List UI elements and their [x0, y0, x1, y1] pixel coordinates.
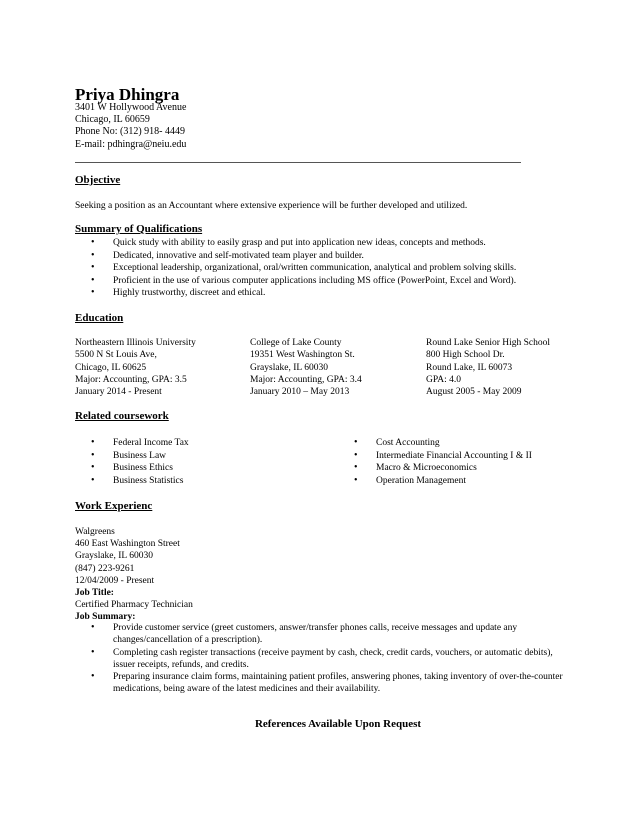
- list-item: • Provide customer service (greet customers, answer/transfer phones calls, receive messages and update any changes/cancellation of a prescription).: [75, 622, 565, 647]
- school-name: Northeastern Illinois University: [75, 338, 196, 348]
- list-item: • Proficient in the use of various computer applications including MS office (PowerPoint, Excel and Word).: [75, 275, 565, 288]
- coursework-heading: Related coursework: [75, 410, 169, 422]
- list-item: • Cost Accounting: [338, 437, 565, 450]
- employer-phone: (847) 223-9261: [75, 563, 135, 574]
- qualifications-heading: Summary of Qualifications: [75, 223, 203, 235]
- education-school-1: [75, 337, 196, 398]
- coursework-list-right: [338, 437, 565, 487]
- coursework-list-left: [75, 437, 325, 487]
- job-summary-label: Job Summary:: [75, 612, 136, 623]
- school-dates: January 2010 – May 2013: [250, 387, 350, 398]
- school-city: Chicago, IL 60625: [75, 362, 147, 373]
- school-address: 800 High School Dr.: [426, 350, 505, 361]
- list-item: • Business Statistics: [75, 475, 325, 488]
- list-item: • Completing cash register transactions (receive payment by cash, check, credit cards, vouchers, or automatic debits), issuer receipts, refunds, and credits.: [75, 647, 565, 672]
- list-item: • Intermediate Financial Accounting I & II: [338, 450, 565, 463]
- list-item: • Operation Management: [338, 475, 565, 488]
- list-item: • Quick study with ability to easily grasp and put into application new ideas, concepts and methods.: [75, 237, 565, 250]
- school-city: Round Lake, IL 60073: [426, 362, 513, 373]
- education-school-3: [426, 337, 550, 398]
- employer-city: Grayslake, IL 60030: [75, 551, 153, 562]
- education-heading: Education: [75, 312, 124, 324]
- school-detail: GPA: 4.0: [426, 374, 462, 385]
- objective-heading: Objective: [75, 174, 121, 186]
- list-item: • Macro & Microeconomics: [338, 462, 565, 475]
- employer-name: Walgreens: [75, 527, 115, 537]
- school-name: College of Lake County: [250, 338, 342, 348]
- list-item: • Dedicated, innovative and self-motivated team player and builder.: [75, 250, 565, 263]
- list-item: • Business Law: [75, 450, 325, 463]
- header-divider: [75, 162, 521, 163]
- list-item: • Exceptional leadership, organizational, oral/written communication, analytical and problem solving skills.: [75, 262, 565, 275]
- school-address: 5500 N St Louis Ave,: [75, 350, 157, 361]
- list-item: • Federal Income Tax: [75, 437, 325, 450]
- phone-number: Phone No: (312) 918- 4449: [75, 126, 185, 138]
- objective-text: Seeking a position as an Accountant where extensive experience will be further developed and utilized.: [75, 201, 468, 211]
- email-address: E-mail: pdhingra@neiu.edu: [75, 138, 187, 150]
- address-line1: 3401 W Hollywood Avenue: [75, 102, 187, 113]
- school-dates: January 2014 - Present: [75, 387, 162, 398]
- job-title-label: Job Title:: [75, 588, 114, 599]
- references-note: References Available Upon Request: [254, 718, 422, 730]
- work-heading: Work Experienc: [75, 500, 153, 512]
- contact-block: [75, 102, 186, 151]
- list-item: • Highly trustworthy, discreet and ethical.: [75, 287, 565, 300]
- employment-dates: 12/04/2009 - Present: [75, 575, 155, 586]
- address-line2: Chicago, IL 60659: [75, 114, 150, 126]
- school-detail: Major: Accounting, GPA: 3.5: [75, 374, 187, 385]
- school-detail: Major: Accounting, GPA: 3.4: [250, 374, 362, 385]
- school-name: Round Lake Senior High School: [426, 338, 551, 348]
- employer-address: 460 East Washington Street: [75, 539, 180, 550]
- candidate-name: Priya Dhingra: [75, 85, 180, 104]
- list-item: • Preparing insurance claim forms, maintaining patient profiles, answering phones, taking inventory of over-the-counter medications, being aware of the latest medicines and their availability.: [75, 671, 565, 696]
- school-dates: August 2005 - May 2009: [426, 387, 522, 398]
- job-summary-list: [75, 622, 565, 696]
- work-block: [75, 526, 193, 624]
- education-school-2: [250, 337, 362, 398]
- qualifications-list: [75, 237, 565, 300]
- school-address: 19351 West Washington St.: [250, 350, 355, 361]
- school-city: Grayslake, IL 60030: [250, 362, 328, 373]
- job-title: Certified Pharmacy Technician: [75, 600, 193, 611]
- list-item: • Business Ethics: [75, 462, 325, 475]
